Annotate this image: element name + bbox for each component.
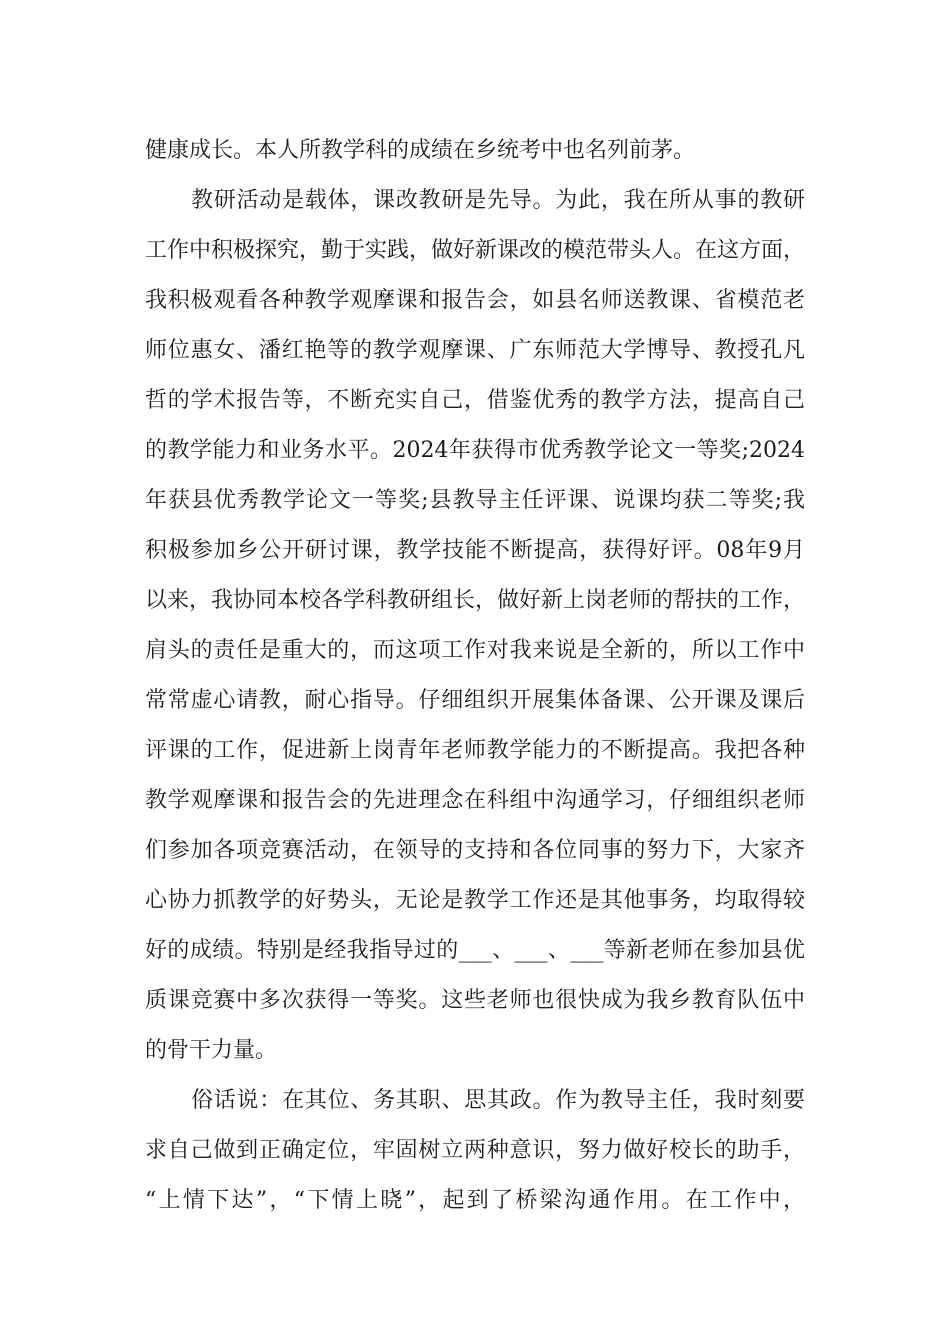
- text-line: 心协力抓教学的好势头，无论是教学工作还是其他事务，均取得较: [145, 888, 805, 913]
- text-line: 健康成长。本人所教学科的成绩在乡统考中也名列前茅。: [145, 138, 696, 163]
- text-line: 教研活动是载体，课改教研是先导。为此，我在所从事的教研: [191, 188, 805, 213]
- text-line: 质课竞赛中多次获得一等奖。这些老师也很快成为我乡教育队伍中: [145, 988, 805, 1013]
- text-line: 的骨干力量。: [145, 1038, 278, 1063]
- text-line: 俗话说：在其位、务其职、思其政。作为教导主任，我时刻要: [191, 1088, 805, 1113]
- text-line: 工作中积极探究，勤于实践，做好新课改的模范带头人。在这方面，: [145, 238, 806, 263]
- text-line: 师位惠女、潘红艳等的教学观摩课、广东师范大学博导、教授孔凡: [145, 338, 805, 363]
- text-line: 年获县优秀教学论文一等奖;县教导主任评课、说课均获二等奖;我: [145, 488, 805, 513]
- text-line: 肩头的责任是重大的，而这项工作对我来说是全新的，所以工作中: [145, 638, 805, 663]
- text-line: 教学观摩课和报告会的先进理念在科组中沟通学习，仔细组织老师: [145, 788, 805, 813]
- text-line: 以来，我协同本校各学科教研组长，做好新上岗老师的帮扶的工作，: [145, 588, 806, 613]
- text-line: 常常虚心请教，耐心指导。仔细组织开展集体备课、公开课及课后: [145, 688, 805, 713]
- text-line: 我积极观看各种教学观摩课和报告会，如县名师送教课、省模范老: [145, 288, 805, 313]
- text-line: “上情下达”，“下情上晓”，起到了桥梁沟通作用。在工作中，: [145, 1188, 805, 1213]
- text-line: 哲的学术报告等，不断充实自己，借鉴优秀的教学方法，提高自己: [145, 388, 805, 413]
- text-line: 的教学能力和业务水平。2024年获得市优秀教学论文一等奖;2024: [145, 438, 805, 463]
- text-line: 评课的工作，促进新上岗青年老师教学能力的不断提高。我把各种: [145, 738, 805, 763]
- text-line: 好的成绩。特别是经我指导过的___、___、___等新老师在参加县优: [145, 938, 805, 963]
- text-line: 求自己做到正确定位，牢固树立两种意识，努力做好校长的助手，: [145, 1138, 805, 1163]
- text-line: 积极参加乡公开研讨课，教学技能不断提高，获得好评。08年9月: [145, 538, 805, 563]
- text-line: 们参加各项竞赛活动，在领导的支持和各位同事的努力下，大家齐: [145, 838, 805, 863]
